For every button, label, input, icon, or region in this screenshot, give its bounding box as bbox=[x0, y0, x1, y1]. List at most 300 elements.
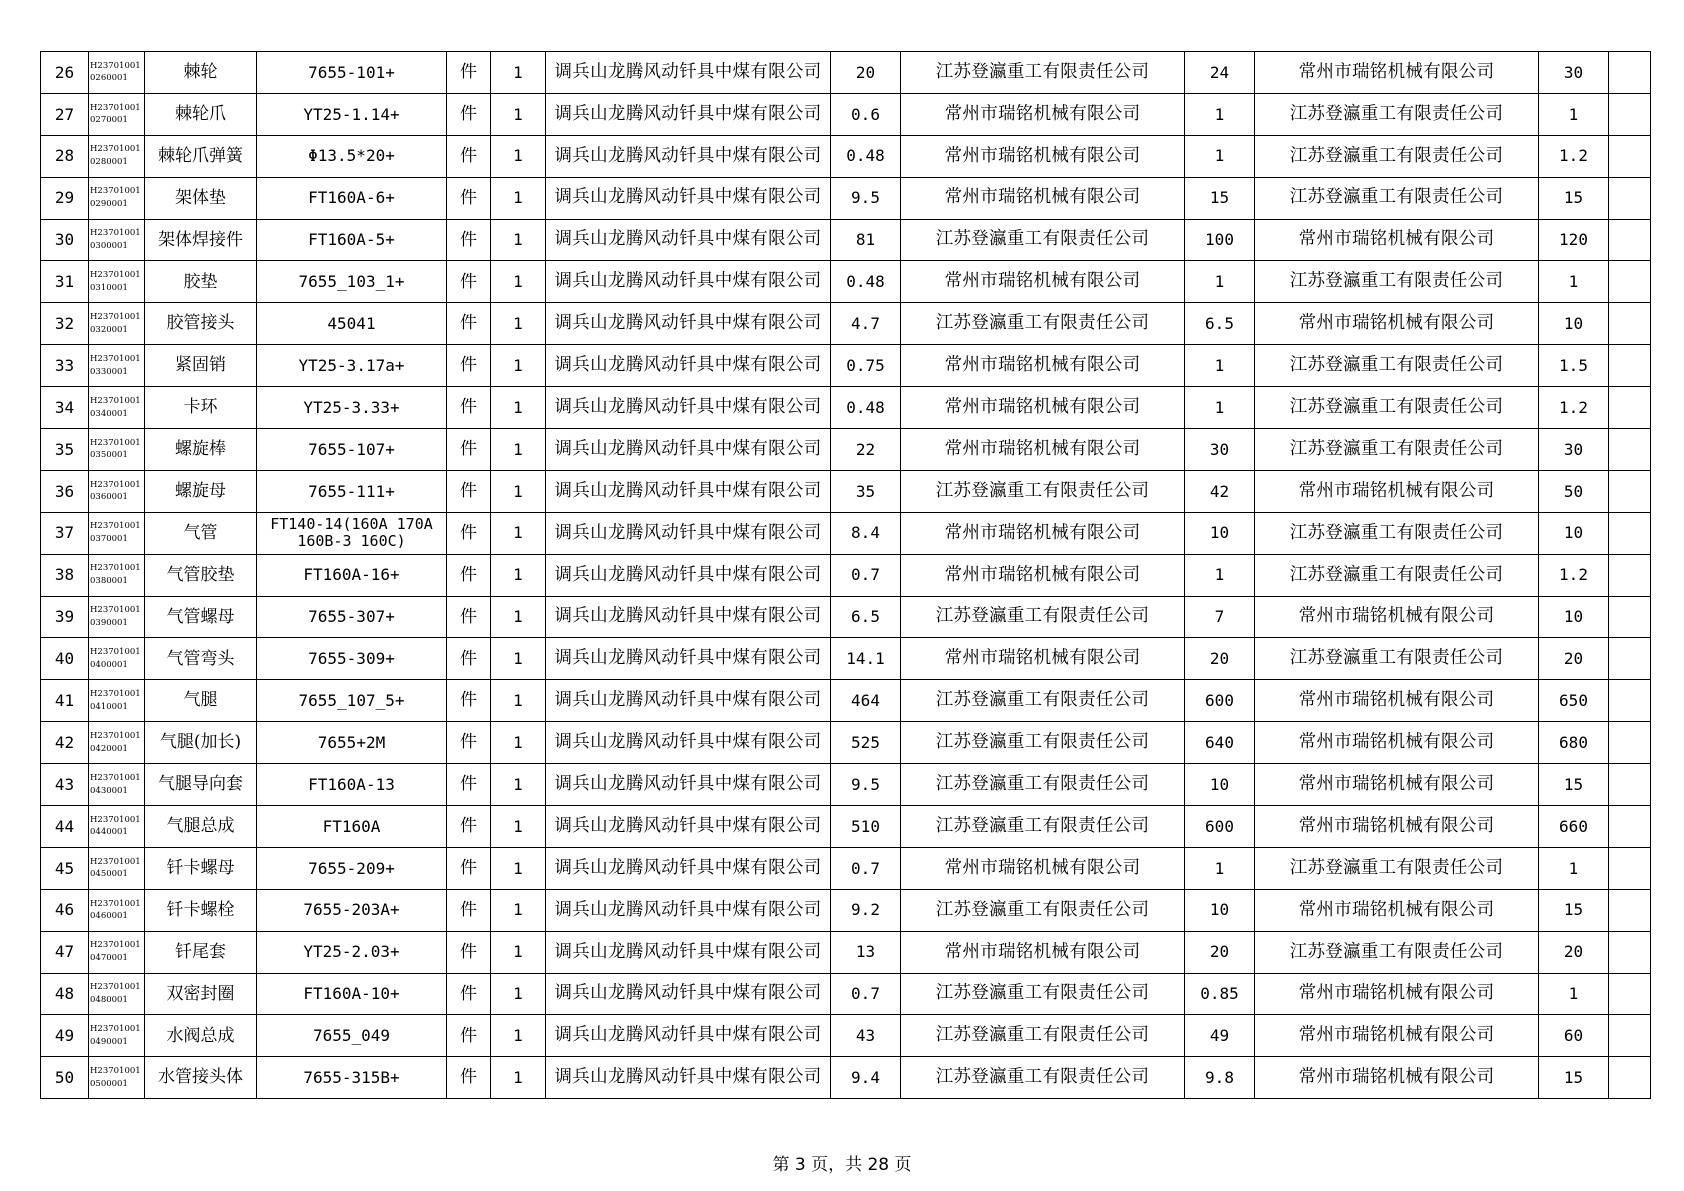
supplier-2-price: 7 bbox=[1185, 596, 1255, 638]
supplier-2-price: 9.8 bbox=[1185, 1057, 1255, 1099]
table-row bbox=[41, 261, 1651, 303]
supplier-2-price: 10 bbox=[1185, 764, 1255, 806]
row-number: 49 bbox=[41, 1015, 89, 1057]
material-code: H237010010460001 bbox=[89, 889, 145, 931]
material-code: H237010010370001 bbox=[89, 512, 145, 554]
item-quantity: 1 bbox=[491, 261, 546, 303]
remark bbox=[1609, 554, 1651, 596]
item-unit: 件 bbox=[447, 638, 491, 680]
item-quantity: 1 bbox=[491, 52, 546, 94]
supplier-2: 江苏登瀛重工有限责任公司 bbox=[901, 303, 1185, 345]
row-number: 30 bbox=[41, 219, 89, 261]
supplier-3-price: 660 bbox=[1539, 806, 1609, 848]
item-spec: 7655_103_1+ bbox=[257, 261, 447, 303]
remark bbox=[1609, 1057, 1651, 1099]
supplier-1-price: 43 bbox=[831, 1015, 901, 1057]
remark bbox=[1609, 177, 1651, 219]
supplier-2-price: 42 bbox=[1185, 470, 1255, 512]
supplier-1-price: 0.7 bbox=[831, 973, 901, 1015]
supplier-3: 常州市瑞铭机械有限公司 bbox=[1255, 1015, 1539, 1057]
supplier-1-price: 35 bbox=[831, 470, 901, 512]
supplier-3: 常州市瑞铭机械有限公司 bbox=[1255, 219, 1539, 261]
remark bbox=[1609, 722, 1651, 764]
supplier-1: 调兵山龙腾风动钎具中煤有限公司 bbox=[546, 470, 831, 512]
item-name: 棘轮爪 bbox=[145, 93, 257, 135]
material-code: H237010010300001 bbox=[89, 219, 145, 261]
item-name: 胶管接头 bbox=[145, 303, 257, 345]
supplier-1-price: 0.6 bbox=[831, 93, 901, 135]
item-name: 棘轮爪弹簧 bbox=[145, 135, 257, 177]
supplier-3-price: 10 bbox=[1539, 303, 1609, 345]
item-unit: 件 bbox=[447, 345, 491, 387]
table-row bbox=[41, 554, 1651, 596]
row-number: 39 bbox=[41, 596, 89, 638]
item-spec: 7655+2M bbox=[257, 722, 447, 764]
item-spec: YT25-1.14+ bbox=[257, 93, 447, 135]
table-row bbox=[41, 680, 1651, 722]
supplier-3-price: 1 bbox=[1539, 93, 1609, 135]
item-name: 架体垫 bbox=[145, 177, 257, 219]
item-unit: 件 bbox=[447, 387, 491, 429]
table-row bbox=[41, 764, 1651, 806]
item-unit: 件 bbox=[447, 177, 491, 219]
item-spec: 7655-307+ bbox=[257, 596, 447, 638]
material-code: H237010010430001 bbox=[89, 764, 145, 806]
item-spec: FT160A-6+ bbox=[257, 177, 447, 219]
item-spec: YT25-3.17a+ bbox=[257, 345, 447, 387]
remark bbox=[1609, 52, 1651, 94]
supplier-1-price: 6.5 bbox=[831, 596, 901, 638]
remark bbox=[1609, 429, 1651, 471]
row-number: 47 bbox=[41, 931, 89, 973]
supplier-1: 调兵山龙腾风动钎具中煤有限公司 bbox=[546, 554, 831, 596]
material-code: H237010010480001 bbox=[89, 973, 145, 1015]
item-unit: 件 bbox=[447, 722, 491, 764]
supplier-2: 江苏登瀛重工有限责任公司 bbox=[901, 722, 1185, 764]
item-name: 棘轮 bbox=[145, 52, 257, 94]
item-spec: FT160A-13 bbox=[257, 764, 447, 806]
supplier-1: 调兵山龙腾风动钎具中煤有限公司 bbox=[546, 973, 831, 1015]
remark bbox=[1609, 135, 1651, 177]
row-number: 36 bbox=[41, 470, 89, 512]
item-name: 气管弯头 bbox=[145, 638, 257, 680]
table-row bbox=[41, 470, 1651, 512]
supplier-3: 江苏登瀛重工有限责任公司 bbox=[1255, 135, 1539, 177]
table-row bbox=[41, 638, 1651, 680]
supplier-2: 江苏登瀛重工有限责任公司 bbox=[901, 680, 1185, 722]
supplier-1-price: 13 bbox=[831, 931, 901, 973]
supplier-3-price: 10 bbox=[1539, 596, 1609, 638]
supplier-3: 常州市瑞铭机械有限公司 bbox=[1255, 470, 1539, 512]
supplier-2: 江苏登瀛重工有限责任公司 bbox=[901, 973, 1185, 1015]
supplier-2-price: 1 bbox=[1185, 554, 1255, 596]
item-unit: 件 bbox=[447, 470, 491, 512]
item-quantity: 1 bbox=[491, 931, 546, 973]
supplier-2: 江苏登瀛重工有限责任公司 bbox=[901, 52, 1185, 94]
item-spec: FT140-14(160A 170A 160B-3 160C) bbox=[257, 512, 447, 554]
table-row bbox=[41, 429, 1651, 471]
supplier-3-price: 1 bbox=[1539, 261, 1609, 303]
supplier-1: 调兵山龙腾风动钎具中煤有限公司 bbox=[546, 219, 831, 261]
table-row bbox=[41, 52, 1651, 94]
supplier-2: 常州市瑞铭机械有限公司 bbox=[901, 135, 1185, 177]
item-spec: 7655_049 bbox=[257, 1015, 447, 1057]
item-quantity: 1 bbox=[491, 387, 546, 429]
table-row bbox=[41, 303, 1651, 345]
supplier-1-price: 9.4 bbox=[831, 1057, 901, 1099]
supplier-1-price: 0.48 bbox=[831, 261, 901, 303]
supplier-2-price: 15 bbox=[1185, 177, 1255, 219]
supplier-1: 调兵山龙腾风动钎具中煤有限公司 bbox=[546, 596, 831, 638]
supplier-3-price: 20 bbox=[1539, 931, 1609, 973]
supplier-3-price: 15 bbox=[1539, 889, 1609, 931]
item-spec: 45041 bbox=[257, 303, 447, 345]
item-unit: 件 bbox=[447, 52, 491, 94]
item-unit: 件 bbox=[447, 512, 491, 554]
supplier-3: 江苏登瀛重工有限责任公司 bbox=[1255, 93, 1539, 135]
material-code: H237010010470001 bbox=[89, 931, 145, 973]
item-quantity: 1 bbox=[491, 806, 546, 848]
remark bbox=[1609, 345, 1651, 387]
supplier-1: 调兵山龙腾风动钎具中煤有限公司 bbox=[546, 93, 831, 135]
item-unit: 件 bbox=[447, 1015, 491, 1057]
supplier-2: 常州市瑞铭机械有限公司 bbox=[901, 638, 1185, 680]
supplier-1: 调兵山龙腾风动钎具中煤有限公司 bbox=[546, 764, 831, 806]
supplier-3: 江苏登瀛重工有限责任公司 bbox=[1255, 512, 1539, 554]
item-name: 双密封圈 bbox=[145, 973, 257, 1015]
supplier-3-price: 20 bbox=[1539, 638, 1609, 680]
supplier-3: 常州市瑞铭机械有限公司 bbox=[1255, 303, 1539, 345]
material-code: H237010010360001 bbox=[89, 470, 145, 512]
supplier-2: 江苏登瀛重工有限责任公司 bbox=[901, 219, 1185, 261]
supplier-3: 江苏登瀛重工有限责任公司 bbox=[1255, 847, 1539, 889]
item-name: 架体焊接件 bbox=[145, 219, 257, 261]
supplier-2-price: 1 bbox=[1185, 345, 1255, 387]
item-name: 气管 bbox=[145, 512, 257, 554]
item-name: 气腿总成 bbox=[145, 806, 257, 848]
item-name: 气管螺母 bbox=[145, 596, 257, 638]
supplier-2-price: 0.85 bbox=[1185, 973, 1255, 1015]
item-quantity: 1 bbox=[491, 554, 546, 596]
supplier-2-price: 1 bbox=[1185, 847, 1255, 889]
row-number: 40 bbox=[41, 638, 89, 680]
material-code: H237010010390001 bbox=[89, 596, 145, 638]
material-code: H237010010330001 bbox=[89, 345, 145, 387]
table-row bbox=[41, 596, 1651, 638]
remark bbox=[1609, 764, 1651, 806]
supplier-1-price: 8.4 bbox=[831, 512, 901, 554]
item-name: 钎卡螺母 bbox=[145, 847, 257, 889]
table-row bbox=[41, 722, 1651, 764]
supplier-1-price: 4.7 bbox=[831, 303, 901, 345]
supplier-1-price: 0.75 bbox=[831, 345, 901, 387]
material-code: H237010010350001 bbox=[89, 429, 145, 471]
item-spec: 7655-111+ bbox=[257, 470, 447, 512]
page-footer: 第 3 页，共 28 页 bbox=[772, 1155, 912, 1175]
item-unit: 件 bbox=[447, 806, 491, 848]
supplier-2-price: 10 bbox=[1185, 512, 1255, 554]
item-unit: 件 bbox=[447, 931, 491, 973]
table-row bbox=[41, 806, 1651, 848]
item-quantity: 1 bbox=[491, 512, 546, 554]
supplier-2-price: 600 bbox=[1185, 806, 1255, 848]
supplier-2: 常州市瑞铭机械有限公司 bbox=[901, 93, 1185, 135]
table-row bbox=[41, 93, 1651, 135]
material-code: H237010010340001 bbox=[89, 387, 145, 429]
supplier-1-price: 0.48 bbox=[831, 387, 901, 429]
row-number: 31 bbox=[41, 261, 89, 303]
supplier-1-price: 9.5 bbox=[831, 764, 901, 806]
supplier-3: 常州市瑞铭机械有限公司 bbox=[1255, 722, 1539, 764]
supplier-3: 江苏登瀛重工有限责任公司 bbox=[1255, 931, 1539, 973]
row-number: 44 bbox=[41, 806, 89, 848]
supplier-3: 常州市瑞铭机械有限公司 bbox=[1255, 806, 1539, 848]
remark bbox=[1609, 1015, 1651, 1057]
item-unit: 件 bbox=[447, 847, 491, 889]
supplier-3: 江苏登瀛重工有限责任公司 bbox=[1255, 177, 1539, 219]
supplier-3: 江苏登瀛重工有限责任公司 bbox=[1255, 554, 1539, 596]
supplier-3: 常州市瑞铭机械有限公司 bbox=[1255, 52, 1539, 94]
material-code: H237010010420001 bbox=[89, 722, 145, 764]
supplier-3: 常州市瑞铭机械有限公司 bbox=[1255, 680, 1539, 722]
supplier-3-price: 1 bbox=[1539, 847, 1609, 889]
supplier-1-price: 9.5 bbox=[831, 177, 901, 219]
table-row bbox=[41, 1015, 1651, 1057]
item-quantity: 1 bbox=[491, 93, 546, 135]
supplier-2-price: 1 bbox=[1185, 261, 1255, 303]
item-unit: 件 bbox=[447, 219, 491, 261]
item-quantity: 1 bbox=[491, 1015, 546, 1057]
row-number: 38 bbox=[41, 554, 89, 596]
item-unit: 件 bbox=[447, 429, 491, 471]
item-quantity: 1 bbox=[491, 429, 546, 471]
supplier-3: 常州市瑞铭机械有限公司 bbox=[1255, 596, 1539, 638]
remark bbox=[1609, 680, 1651, 722]
remark bbox=[1609, 596, 1651, 638]
supplier-3-price: 15 bbox=[1539, 177, 1609, 219]
item-quantity: 1 bbox=[491, 764, 546, 806]
supplier-2: 常州市瑞铭机械有限公司 bbox=[901, 387, 1185, 429]
item-name: 胶垫 bbox=[145, 261, 257, 303]
item-spec: 7655-309+ bbox=[257, 638, 447, 680]
remark bbox=[1609, 847, 1651, 889]
material-code: H237010010400001 bbox=[89, 638, 145, 680]
item-quantity: 1 bbox=[491, 596, 546, 638]
item-name: 钎尾套 bbox=[145, 931, 257, 973]
table-row bbox=[41, 387, 1651, 429]
supplier-1-price: 0.7 bbox=[831, 554, 901, 596]
remark bbox=[1609, 973, 1651, 1015]
row-number: 32 bbox=[41, 303, 89, 345]
supplier-3-price: 1.2 bbox=[1539, 554, 1609, 596]
supplier-3: 江苏登瀛重工有限责任公司 bbox=[1255, 261, 1539, 303]
row-number: 41 bbox=[41, 680, 89, 722]
supplier-2-price: 10 bbox=[1185, 889, 1255, 931]
material-code: H237010010380001 bbox=[89, 554, 145, 596]
item-unit: 件 bbox=[447, 93, 491, 135]
supplier-1: 调兵山龙腾风动钎具中煤有限公司 bbox=[546, 303, 831, 345]
supplier-3: 江苏登瀛重工有限责任公司 bbox=[1255, 387, 1539, 429]
item-name: 紧固销 bbox=[145, 345, 257, 387]
supplier-1-price: 525 bbox=[831, 722, 901, 764]
remark bbox=[1609, 512, 1651, 554]
supplier-3-price: 30 bbox=[1539, 429, 1609, 471]
supplier-1: 调兵山龙腾风动钎具中煤有限公司 bbox=[546, 889, 831, 931]
supplier-3-price: 1.2 bbox=[1539, 387, 1609, 429]
item-quantity: 1 bbox=[491, 680, 546, 722]
supplier-3: 常州市瑞铭机械有限公司 bbox=[1255, 889, 1539, 931]
item-spec: YT25-2.03+ bbox=[257, 931, 447, 973]
supplier-1: 调兵山龙腾风动钎具中煤有限公司 bbox=[546, 806, 831, 848]
item-spec: Φ13.5*20+ bbox=[257, 135, 447, 177]
supplier-2: 常州市瑞铭机械有限公司 bbox=[901, 847, 1185, 889]
supplier-2: 常州市瑞铭机械有限公司 bbox=[901, 429, 1185, 471]
row-number: 27 bbox=[41, 93, 89, 135]
table-row bbox=[41, 177, 1651, 219]
supplier-1-price: 0.48 bbox=[831, 135, 901, 177]
item-unit: 件 bbox=[447, 764, 491, 806]
supplier-3-price: 15 bbox=[1539, 764, 1609, 806]
item-quantity: 1 bbox=[491, 638, 546, 680]
supplier-1-price: 20 bbox=[831, 52, 901, 94]
row-number: 28 bbox=[41, 135, 89, 177]
item-quantity: 1 bbox=[491, 177, 546, 219]
item-spec: 7655_107_5+ bbox=[257, 680, 447, 722]
supplier-1-price: 510 bbox=[831, 806, 901, 848]
item-name: 气管胶垫 bbox=[145, 554, 257, 596]
table-body bbox=[41, 52, 1651, 1099]
item-quantity: 1 bbox=[491, 722, 546, 764]
supplier-1: 调兵山龙腾风动钎具中煤有限公司 bbox=[546, 345, 831, 387]
remark bbox=[1609, 638, 1651, 680]
supplier-3-price: 1.2 bbox=[1539, 135, 1609, 177]
supplier-1: 调兵山龙腾风动钎具中煤有限公司 bbox=[546, 512, 831, 554]
table-row bbox=[41, 889, 1651, 931]
item-name: 螺旋棒 bbox=[145, 429, 257, 471]
item-quantity: 1 bbox=[491, 1057, 546, 1099]
supplier-2: 常州市瑞铭机械有限公司 bbox=[901, 345, 1185, 387]
item-name: 螺旋母 bbox=[145, 470, 257, 512]
supplier-2: 江苏登瀛重工有限责任公司 bbox=[901, 1015, 1185, 1057]
supplier-2: 常州市瑞铭机械有限公司 bbox=[901, 512, 1185, 554]
material-code: H237010010490001 bbox=[89, 1015, 145, 1057]
row-number: 46 bbox=[41, 889, 89, 931]
supplier-3-price: 120 bbox=[1539, 219, 1609, 261]
price-comparison-table bbox=[40, 51, 1651, 1099]
supplier-1: 调兵山龙腾风动钎具中煤有限公司 bbox=[546, 1015, 831, 1057]
supplier-2-price: 20 bbox=[1185, 638, 1255, 680]
remark bbox=[1609, 889, 1651, 931]
supplier-1: 调兵山龙腾风动钎具中煤有限公司 bbox=[546, 429, 831, 471]
item-name: 卡环 bbox=[145, 387, 257, 429]
supplier-3-price: 30 bbox=[1539, 52, 1609, 94]
table-row bbox=[41, 973, 1651, 1015]
supplier-2-price: 600 bbox=[1185, 680, 1255, 722]
item-unit: 件 bbox=[447, 973, 491, 1015]
supplier-2-price: 24 bbox=[1185, 52, 1255, 94]
remark bbox=[1609, 93, 1651, 135]
supplier-2: 江苏登瀛重工有限责任公司 bbox=[901, 889, 1185, 931]
remark bbox=[1609, 219, 1651, 261]
item-name: 气腿导向套 bbox=[145, 764, 257, 806]
supplier-3-price: 50 bbox=[1539, 470, 1609, 512]
item-name: 水阀总成 bbox=[145, 1015, 257, 1057]
supplier-3-price: 650 bbox=[1539, 680, 1609, 722]
remark bbox=[1609, 806, 1651, 848]
supplier-1-price: 81 bbox=[831, 219, 901, 261]
supplier-3-price: 680 bbox=[1539, 722, 1609, 764]
supplier-2: 常州市瑞铭机械有限公司 bbox=[901, 177, 1185, 219]
item-unit: 件 bbox=[447, 680, 491, 722]
item-quantity: 1 bbox=[491, 303, 546, 345]
row-number: 34 bbox=[41, 387, 89, 429]
supplier-1-price: 0.7 bbox=[831, 847, 901, 889]
item-quantity: 1 bbox=[491, 345, 546, 387]
item-unit: 件 bbox=[447, 303, 491, 345]
supplier-3: 江苏登瀛重工有限责任公司 bbox=[1255, 345, 1539, 387]
supplier-2-price: 1 bbox=[1185, 135, 1255, 177]
remark bbox=[1609, 470, 1651, 512]
item-spec: FT160A-10+ bbox=[257, 973, 447, 1015]
supplier-2: 江苏登瀛重工有限责任公司 bbox=[901, 1057, 1185, 1099]
material-code: H237010010280001 bbox=[89, 135, 145, 177]
supplier-3: 常州市瑞铭机械有限公司 bbox=[1255, 764, 1539, 806]
supplier-2: 常州市瑞铭机械有限公司 bbox=[901, 261, 1185, 303]
supplier-2: 江苏登瀛重工有限责任公司 bbox=[901, 806, 1185, 848]
supplier-1: 调兵山龙腾风动钎具中煤有限公司 bbox=[546, 931, 831, 973]
supplier-3: 常州市瑞铭机械有限公司 bbox=[1255, 973, 1539, 1015]
supplier-1: 调兵山龙腾风动钎具中煤有限公司 bbox=[546, 261, 831, 303]
row-number: 35 bbox=[41, 429, 89, 471]
item-unit: 件 bbox=[447, 261, 491, 303]
row-number: 26 bbox=[41, 52, 89, 94]
row-number: 50 bbox=[41, 1057, 89, 1099]
material-code: H237010010320001 bbox=[89, 303, 145, 345]
supplier-3: 江苏登瀛重工有限责任公司 bbox=[1255, 638, 1539, 680]
table-row bbox=[41, 931, 1651, 973]
supplier-2-price: 30 bbox=[1185, 429, 1255, 471]
supplier-2: 江苏登瀛重工有限责任公司 bbox=[901, 596, 1185, 638]
supplier-2-price: 6.5 bbox=[1185, 303, 1255, 345]
row-number: 29 bbox=[41, 177, 89, 219]
item-spec: FT160A-16+ bbox=[257, 554, 447, 596]
item-spec: YT25-3.33+ bbox=[257, 387, 447, 429]
table-row bbox=[41, 512, 1651, 554]
item-spec: 7655-209+ bbox=[257, 847, 447, 889]
material-code: H237010010260001 bbox=[89, 52, 145, 94]
supplier-1: 调兵山龙腾风动钎具中煤有限公司 bbox=[546, 847, 831, 889]
material-code: H237010010290001 bbox=[89, 177, 145, 219]
row-number: 43 bbox=[41, 764, 89, 806]
supplier-1: 调兵山龙腾风动钎具中煤有限公司 bbox=[546, 52, 831, 94]
item-spec: 7655-101+ bbox=[257, 52, 447, 94]
item-unit: 件 bbox=[447, 554, 491, 596]
supplier-2: 江苏登瀛重工有限责任公司 bbox=[901, 764, 1185, 806]
supplier-2: 常州市瑞铭机械有限公司 bbox=[901, 554, 1185, 596]
row-number: 33 bbox=[41, 345, 89, 387]
supplier-1: 调兵山龙腾风动钎具中煤有限公司 bbox=[546, 135, 831, 177]
material-code: H237010010310001 bbox=[89, 261, 145, 303]
supplier-1: 调兵山龙腾风动钎具中煤有限公司 bbox=[546, 722, 831, 764]
item-quantity: 1 bbox=[491, 135, 546, 177]
supplier-3: 江苏登瀛重工有限责任公司 bbox=[1255, 429, 1539, 471]
item-name: 气腿(加长) bbox=[145, 722, 257, 764]
item-name: 气腿 bbox=[145, 680, 257, 722]
item-unit: 件 bbox=[447, 1057, 491, 1099]
supplier-3-price: 10 bbox=[1539, 512, 1609, 554]
supplier-3-price: 1 bbox=[1539, 973, 1609, 1015]
supplier-2-price: 1 bbox=[1185, 93, 1255, 135]
